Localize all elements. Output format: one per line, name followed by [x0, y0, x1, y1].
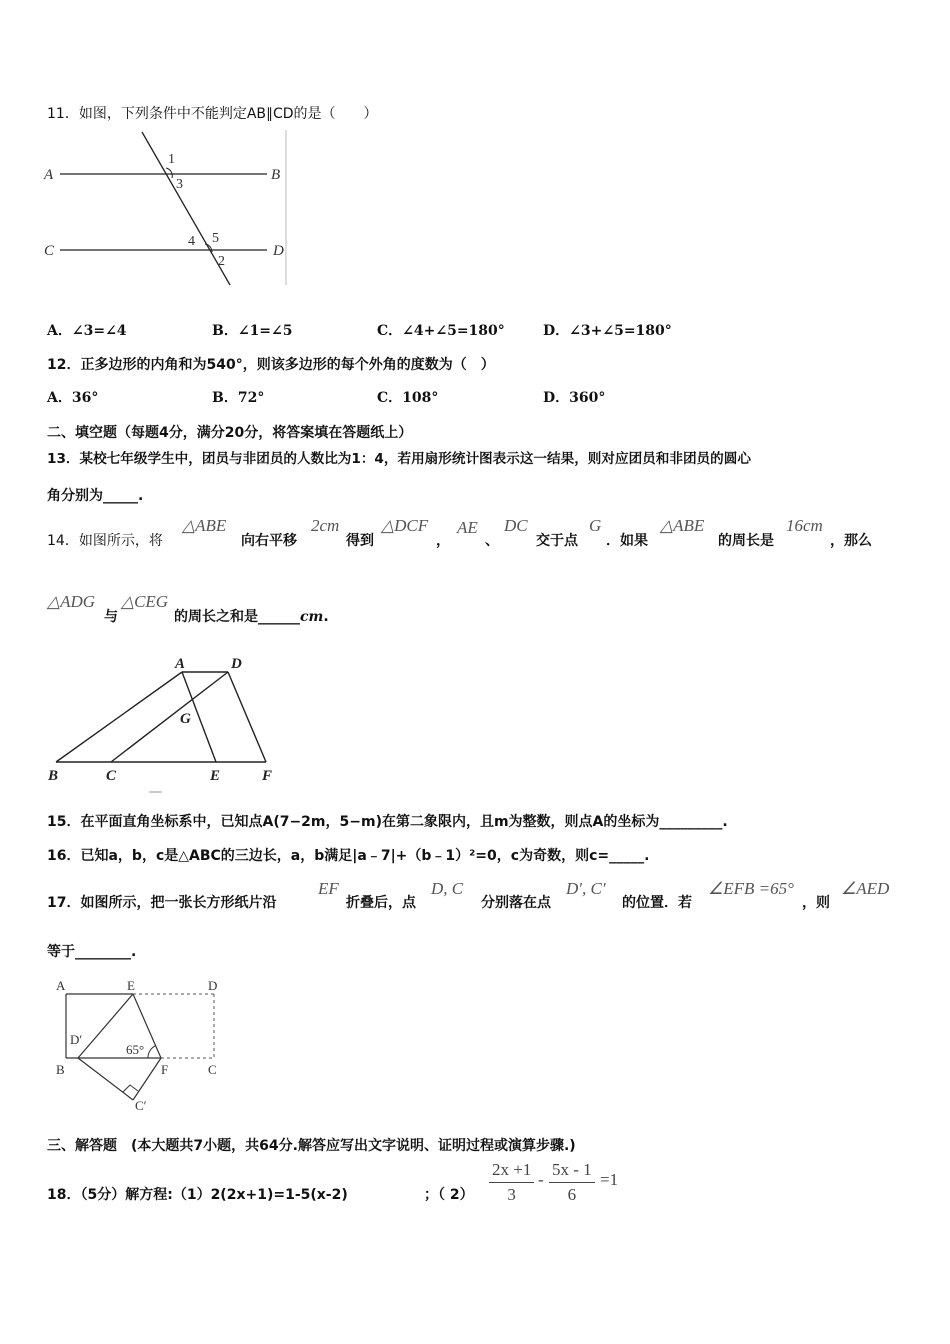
q14-unit: cm	[300, 609, 324, 625]
q14-math-dc: DC	[504, 516, 528, 535]
q11-label-2: 2	[218, 254, 225, 269]
q14-math-ceg: △CEG	[121, 592, 169, 611]
q18-fraction-2	[549, 1160, 595, 1205]
q14-label-C: C	[106, 768, 117, 784]
q17-text-3: 分别落在点	[481, 895, 551, 911]
section-3-heading: 三、解答题 (本大题共7小题，共64分.解答应写出文字说明、证明过程或演算步骤.)	[47, 1138, 576, 1154]
q12-option-d: D．360°	[543, 390, 606, 406]
q14-math-16cm: 16cm	[786, 516, 823, 535]
q17-line2: 等于________.	[47, 944, 137, 960]
q17-label-E: E	[127, 978, 135, 993]
q17-math-efb: ∠EFB =65°	[708, 879, 794, 898]
q14-text-9: ，那么	[830, 533, 872, 549]
q14-text-6: 交于点	[536, 533, 578, 549]
q18-frac2-numerator: 5x - 1	[549, 1160, 595, 1183]
q17-text-2: 折叠后，点	[346, 895, 416, 911]
q14-math-abe: △ABE	[182, 516, 227, 535]
q17-text-4: 的位置．若	[622, 895, 692, 911]
q14-text-7: ．如果	[606, 533, 648, 549]
q14-text-10: 与	[104, 609, 118, 625]
q14-math-abe-2: △ABE	[660, 516, 705, 535]
q14-label-A: A	[175, 656, 186, 672]
q11-option-b: B．∠1=∠5	[212, 323, 293, 339]
q17-math-aed: ∠AED	[841, 879, 890, 898]
q11-label-1: 1	[168, 152, 175, 167]
q18-separator: ；（ 2）	[424, 1187, 474, 1203]
q11-label-3: 3	[176, 177, 183, 192]
q14-text-1: 14．如图所示，将	[47, 533, 163, 549]
q18-frac1-denominator: 3	[507, 1185, 516, 1204]
q17-label-C: C	[208, 1062, 217, 1077]
q17-math-ef: EF	[318, 879, 339, 898]
q11-option-c: C．∠4+∠5=180°	[377, 323, 505, 339]
q17-math-dc: D, C	[431, 879, 464, 898]
q11-label-A: A	[44, 167, 54, 183]
q11-option-a: A．∠3=∠4	[47, 323, 127, 339]
q14-math-adg: △ADG	[47, 592, 96, 611]
q14-math-ae: AE	[457, 518, 478, 537]
q17-text-1: 17．如图所示，把一张长方形纸片沿	[47, 895, 277, 911]
q14-text-3: 得到	[346, 533, 374, 549]
q14-text-8: 的周长是	[718, 533, 774, 549]
q17-label-B: B	[56, 1062, 65, 1077]
q15-stem: 15．在平面直角坐标系中，已知点A(7−2m，5−m)在第二象限内，且m为整数，则点A的坐标为_________.	[47, 814, 728, 830]
q14-figure	[44, 652, 284, 797]
q16-stem: 16．已知a，b，c是△ABC的三边长，a，b满足|a﹣7|+（b﹣1）²=0，c为奇数，则c=_____.	[47, 848, 650, 864]
q14-label-D: D	[231, 656, 242, 672]
q11-label-D: D	[273, 243, 284, 259]
q18-fraction-1	[489, 1160, 534, 1205]
q14-math-g: G	[589, 516, 602, 535]
q17-label-F: F	[161, 1062, 169, 1077]
q14-label-B: B	[48, 768, 59, 784]
q11-stem: 11．如图，下列条件中不能判定AB∥CD的是（ ）	[47, 106, 378, 122]
q14-label-F: F	[262, 768, 273, 784]
q17-label-Cp: C′	[135, 1098, 147, 1113]
q14-text-5: 、	[485, 533, 499, 549]
q17-math-dpcp: D′, C′	[566, 879, 606, 898]
q14-answer-line	[174, 606, 329, 626]
q14-label-G: G	[180, 711, 191, 727]
q11-label-C: C	[44, 243, 55, 259]
q18-frac2-denominator: 6	[567, 1185, 577, 1204]
q11-label-4: 4	[188, 234, 195, 249]
q14-math-dcf: △DCF	[381, 516, 429, 535]
q14-text-12: .	[323, 609, 329, 625]
q18-frac1-numerator: 2x +1	[489, 1160, 534, 1183]
q18-minus: -	[538, 1170, 544, 1189]
q17-label-D: D	[208, 978, 218, 993]
q12-option-b: B．72°	[212, 390, 265, 406]
q12-stem: 12．正多边形的内角和为540°，则该多边形的每个外角的度数为（ ）	[47, 357, 495, 373]
q12-option-c: C．108°	[377, 390, 439, 406]
q18-prefix: 18．（5分）解方程:（1）2(2x+1)=1-5(x-2)	[47, 1187, 348, 1203]
q11-option-d: D．∠3+∠5=180°	[543, 323, 672, 339]
q17-figure	[50, 972, 230, 1117]
q14-text-11: 的周长之和是______	[174, 609, 300, 625]
q13-line2: 角分别为_____.	[47, 488, 144, 504]
q17-text-5: ，则	[802, 895, 830, 911]
q12-option-a: A．36°	[47, 390, 99, 406]
q17-label-A: A	[56, 978, 66, 993]
q11-label-5: 5	[212, 231, 219, 246]
q17-label-angle: 65°	[126, 1042, 145, 1057]
q14-text-2: 向右平移	[241, 533, 297, 549]
q11-label-B: B	[271, 167, 281, 183]
q17-label-Dp: D′	[70, 1032, 83, 1047]
q14-label-E: E	[210, 768, 221, 784]
q18-rhs: =1	[600, 1170, 619, 1189]
q11-figure	[42, 130, 292, 290]
q14-text-4: ，	[436, 533, 450, 549]
q13-line1: 13．某校七年级学生中，团员与非团员的人数比为1：4，若用扇形统计图表示这一结果，则对应团员和非团员的圆心	[47, 451, 751, 467]
q14-math-2cm: 2cm	[311, 516, 340, 535]
section-2-heading: 二、填空题（每题4分，满分20分，将答案填在答题纸上）	[47, 425, 413, 441]
